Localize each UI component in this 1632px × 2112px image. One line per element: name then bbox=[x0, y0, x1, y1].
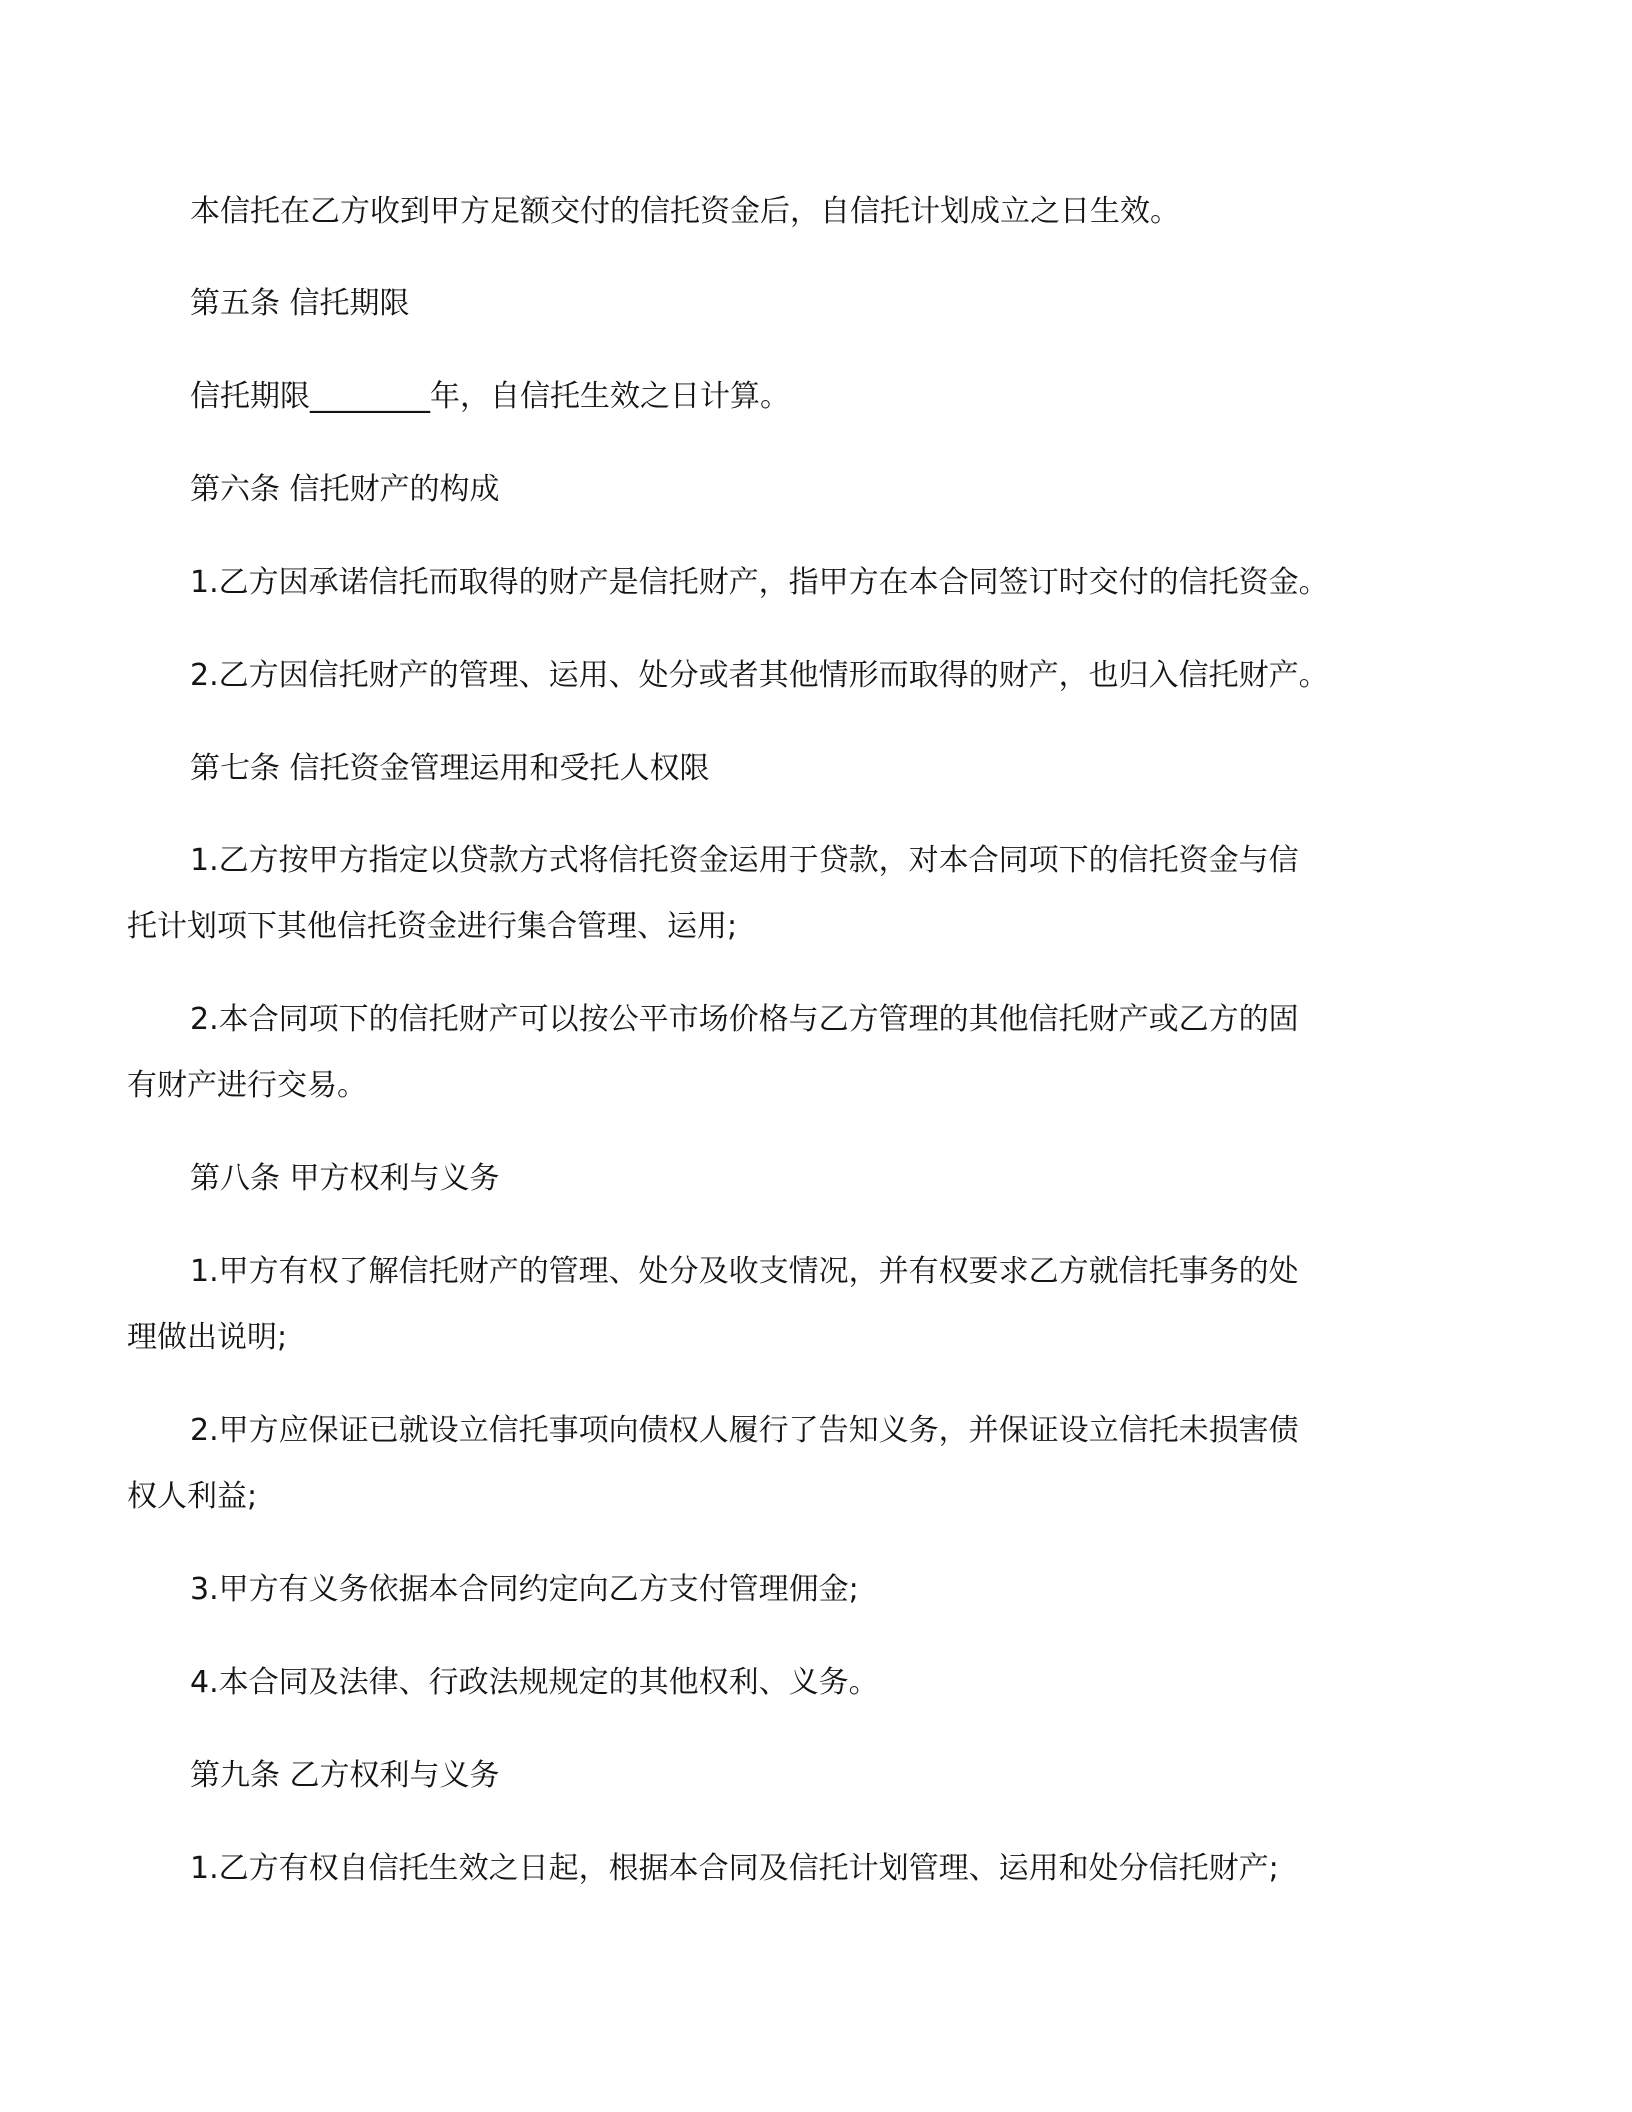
paragraph-trust-effective: 本信托在乙方收到甲方足额交付的信托资金后，自信托计划成立之日生效。 bbox=[190, 194, 1180, 229]
paragraph-article-8-item-4: 4.本合同及法律、行政法规规定的其他权利、义务。 bbox=[190, 1665, 879, 1700]
paragraph-article-6-item-1: 1.乙方因承诺信托而取得的财产是信托财产，指甲方在本合同签订时交付的信托资金。 bbox=[190, 565, 1329, 600]
paragraph-article-7-item-2-line-1: 2.本合同项下的信托财产可以按公平市场价格与乙方管理的其他信托财产或乙方的固 bbox=[190, 1002, 1299, 1037]
paragraph-article-8-item-1-line-2: 理做出说明; bbox=[127, 1320, 288, 1355]
heading-article-9: 第九条 乙方权利与义务 bbox=[190, 1758, 500, 1793]
paragraph-article-7-item-1-line-1: 1.乙方按甲方指定以贷款方式将信托资金运用于贷款，对本合同项下的信托资金与信 bbox=[190, 843, 1299, 878]
heading-article-6: 第六条 信托财产的构成 bbox=[190, 472, 500, 507]
paragraph-article-8-item-2-line-2: 权人利益; bbox=[127, 1479, 258, 1514]
paragraph-article-8-item-1-line-1: 1.甲方有权了解信托财产的管理、处分及收支情况，并有权要求乙方就信托事务的处 bbox=[190, 1254, 1299, 1289]
heading-article-7: 第七条 信托资金管理运用和受托人权限 bbox=[190, 751, 710, 786]
paragraph-article-9-item-1: 1.乙方有权自信托生效之日起，根据本合同及信托计划管理、运用和处分信托财产; bbox=[190, 1851, 1279, 1886]
heading-article-5: 第五条 信托期限 bbox=[190, 286, 410, 321]
paragraph-article-7-item-1-line-2: 托计划项下其他信托资金进行集合管理、运用; bbox=[127, 909, 738, 944]
paragraph-article-8-item-2-line-1: 2.甲方应保证已就设立信托事项向债权人履行了告知义务，并保证设立信托未损害债 bbox=[190, 1413, 1299, 1448]
paragraph-article-7-item-2-line-2: 有财产进行交易。 bbox=[127, 1068, 367, 1103]
paragraph-article-8-item-3: 3.甲方有义务依据本合同约定向乙方支付管理佣金; bbox=[190, 1572, 859, 1607]
paragraph-article-6-item-2: 2.乙方因信托财产的管理、运用、处分或者其他情形而取得的财产，也归入信托财产。 bbox=[190, 658, 1329, 693]
paragraph-trust-term: 信托期限________年，自信托生效之日计算。 bbox=[190, 379, 790, 414]
heading-article-8: 第八条 甲方权利与义务 bbox=[190, 1161, 500, 1196]
